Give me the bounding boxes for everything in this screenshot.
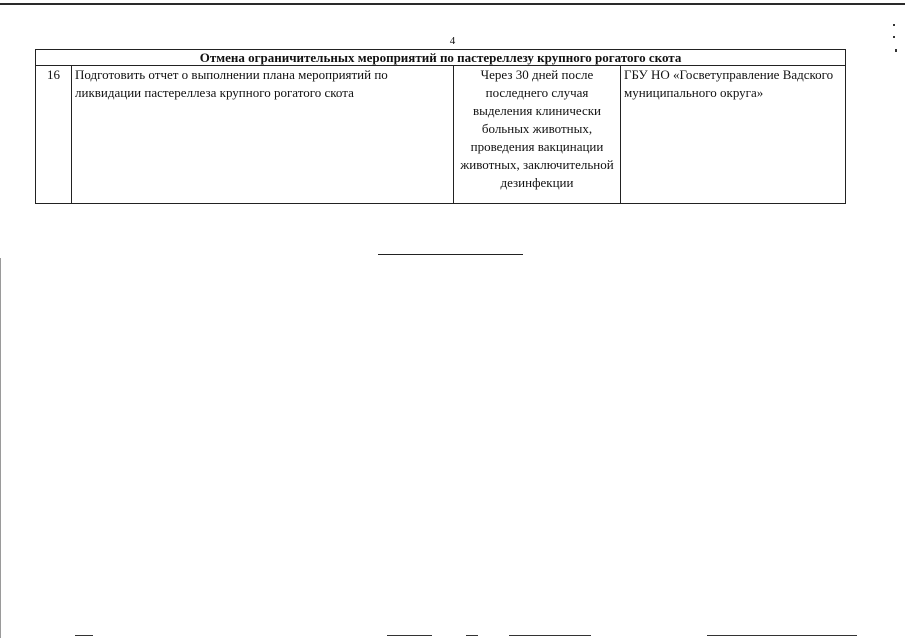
scan-bottom-mark: [509, 635, 591, 636]
row-number-cell: 16: [36, 66, 72, 204]
scan-left-edge-line: [0, 258, 1, 638]
scan-dot: [895, 49, 897, 52]
scan-top-edge-line: [0, 3, 905, 5]
scan-bottom-mark: [387, 635, 432, 636]
scan-dot: [893, 36, 895, 38]
scan-bottom-mark: [707, 635, 857, 636]
scan-bottom-mark: [75, 635, 93, 636]
page-number: 4: [449, 35, 456, 47]
scan-dot: [893, 24, 895, 26]
activity-cell: Подготовить отчет о выполнении плана мероприятий по ликвидации пастереллеза крупного рогатого скота: [72, 66, 454, 204]
term-cell: Через 30 дней после последнего случая выделения клинически больных животных, проведения вакцинации животных, заключительной дезинфекции: [454, 66, 621, 204]
responsible-cell: ГБУ НО «Госветуправление Вадского муниципального округа»: [621, 66, 846, 204]
table-row: [36, 66, 846, 204]
section-heading-row: [36, 50, 846, 66]
section-heading: Отмена ограничительных мероприятий по пастереллезу крупного рогатого скота: [36, 50, 846, 66]
scan-bottom-mark: [466, 635, 478, 636]
closing-separator-line: [378, 254, 523, 255]
measures-table: [35, 49, 846, 204]
